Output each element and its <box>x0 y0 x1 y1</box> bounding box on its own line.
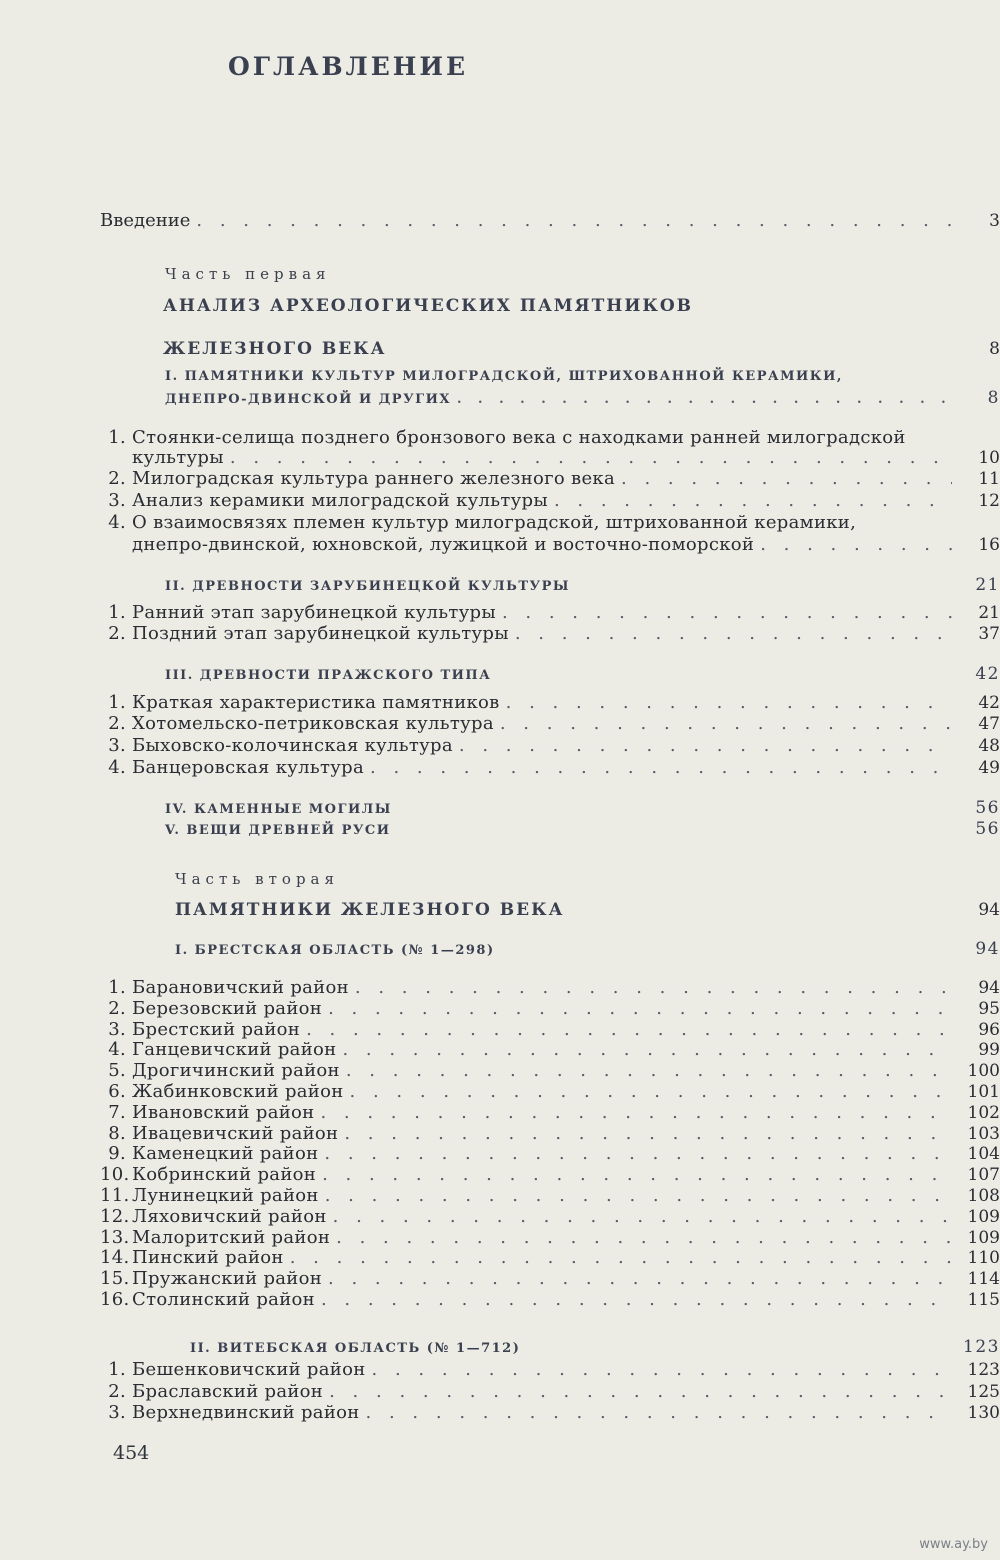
list-item: 7. Ивановский район . . . 102 <box>100 1102 1000 1124</box>
list-item: 3. Верхнедвинский район . . . 130 <box>100 1402 1000 1424</box>
toc-entry-intro: Введение . . . 3 <box>100 210 1000 232</box>
list-item: 3. Брестский район . . . 96 <box>100 1019 1000 1041</box>
list-item: 1. Краткая характеристика памятников . . . 42 <box>100 692 1000 714</box>
list-item: днепро-двинской, юхновской, лужицкой и восточно-поморской . . . 16 <box>132 534 1000 556</box>
list-item: культуры . . . 10 <box>132 447 1000 469</box>
list-item: 9. Каменецкий район . . . 104 <box>100 1143 1000 1165</box>
list-item: 1. Барановичский район . . . 94 <box>100 977 1000 999</box>
watermark: www.ay.by <box>919 1537 988 1552</box>
list-item: 14. Пинский район . . . 110 <box>100 1247 1000 1269</box>
section-heading: II. ВИТЕБСКАЯ ОБЛАСТЬ (№ 1—712) 123 <box>190 1337 1000 1357</box>
page-number: 454 <box>113 1442 150 1464</box>
section-heading: I. ПАМЯТНИКИ КУЛЬТУР МИЛОГРАДСКОЙ, ШТРИХОВАННОЙ КЕРАМИКИ, <box>165 369 843 384</box>
list-item: 5. Дрогичинский район . . . 100 <box>100 1060 1000 1082</box>
list-item: 2. Браславский район . . . 125 <box>100 1381 1000 1403</box>
list-item: 4. Ганцевичский район . . . 99 <box>100 1039 1000 1061</box>
list-item: 4. О взаимосвязях племен культур милоградской, штрихованной керамики, <box>108 512 857 533</box>
section-heading: I. БРЕСТСКАЯ ОБЛАСТЬ (№ 1—298) 94 <box>175 939 1000 959</box>
list-item: 10. Кобринский район . . . 107 <box>100 1164 1000 1186</box>
section-heading: ДНЕПРО-ДВИНСКОЙ И ДРУГИХ . . . 8 <box>165 387 1000 411</box>
section-heading: II. ДРЕВНОСТИ ЗАРУБИНЕЦКОЙ КУЛЬТУРЫ 21 <box>165 575 1000 595</box>
part-one-title-line1: АНАЛИЗ АРХЕОЛОГИЧЕСКИХ ПАМЯТНИКОВ <box>163 296 694 316</box>
list-item: 1. Бешенковичский район . . . 123 <box>100 1359 1000 1381</box>
list-item: 2. Милоградская культура раннего железного века . . . 11 <box>100 468 1000 490</box>
list-item: 8. Ивацевичский район . . . 103 <box>100 1123 1000 1145</box>
section-heading: V. ВЕЩИ ДРЕВНЕЙ РУСИ 56 <box>165 819 1000 839</box>
list-item: 3. Быховско-колочинская культура . . . 48 <box>100 735 1000 757</box>
list-item: 4. Банцеровская культура . . . 49 <box>100 757 1000 779</box>
list-item: 3. Анализ керамики милоградской культуры . . . 12 <box>100 490 1000 512</box>
list-item: 16. Столинский район . . . 115 <box>100 1289 1000 1311</box>
list-item: 1. Стоянки-селища позднего бронзового века с находками ранней милоградской <box>108 427 906 448</box>
list-item: 13. Малоритский район . . . 109 <box>100 1227 1000 1249</box>
page-title: ОГЛАВЛЕНИЕ <box>228 52 469 81</box>
part-two-label: Часть вторая <box>175 870 339 888</box>
list-item: 15. Пружанский район . . . 114 <box>100 1268 1000 1290</box>
section-heading: III. ДРЕВНОСТИ ПРАЖСКОГО ТИПА 42 <box>165 664 1000 684</box>
list-item: 2. Березовский район . . . 95 <box>100 998 1000 1020</box>
part-one-label: Часть первая <box>165 265 331 283</box>
part-one-title-line2: ЖЕЛЕЗНОГО ВЕКА 8 <box>163 339 1000 359</box>
list-item: 2. Хотомельско-петриковская культура . . . 47 <box>100 713 1000 735</box>
list-item: 1. Ранний этап зарубинецкой культуры . . . 21 <box>100 602 1000 624</box>
list-item: 11. Лунинецкий район . . . 108 <box>100 1185 1000 1207</box>
section-heading: IV. КАМЕННЫЕ МОГИЛЫ 56 <box>165 798 1000 818</box>
list-item: 12. Ляховичский район . . . 109 <box>100 1206 1000 1228</box>
part-two-title: ПАМЯТНИКИ ЖЕЛЕЗНОГО ВЕКА 94 <box>175 900 1000 920</box>
list-item: 2. Поздний этап зарубинецкой культуры . . . 37 <box>100 623 1000 645</box>
list-item: 6. Жабинковский район . . . 101 <box>100 1081 1000 1103</box>
